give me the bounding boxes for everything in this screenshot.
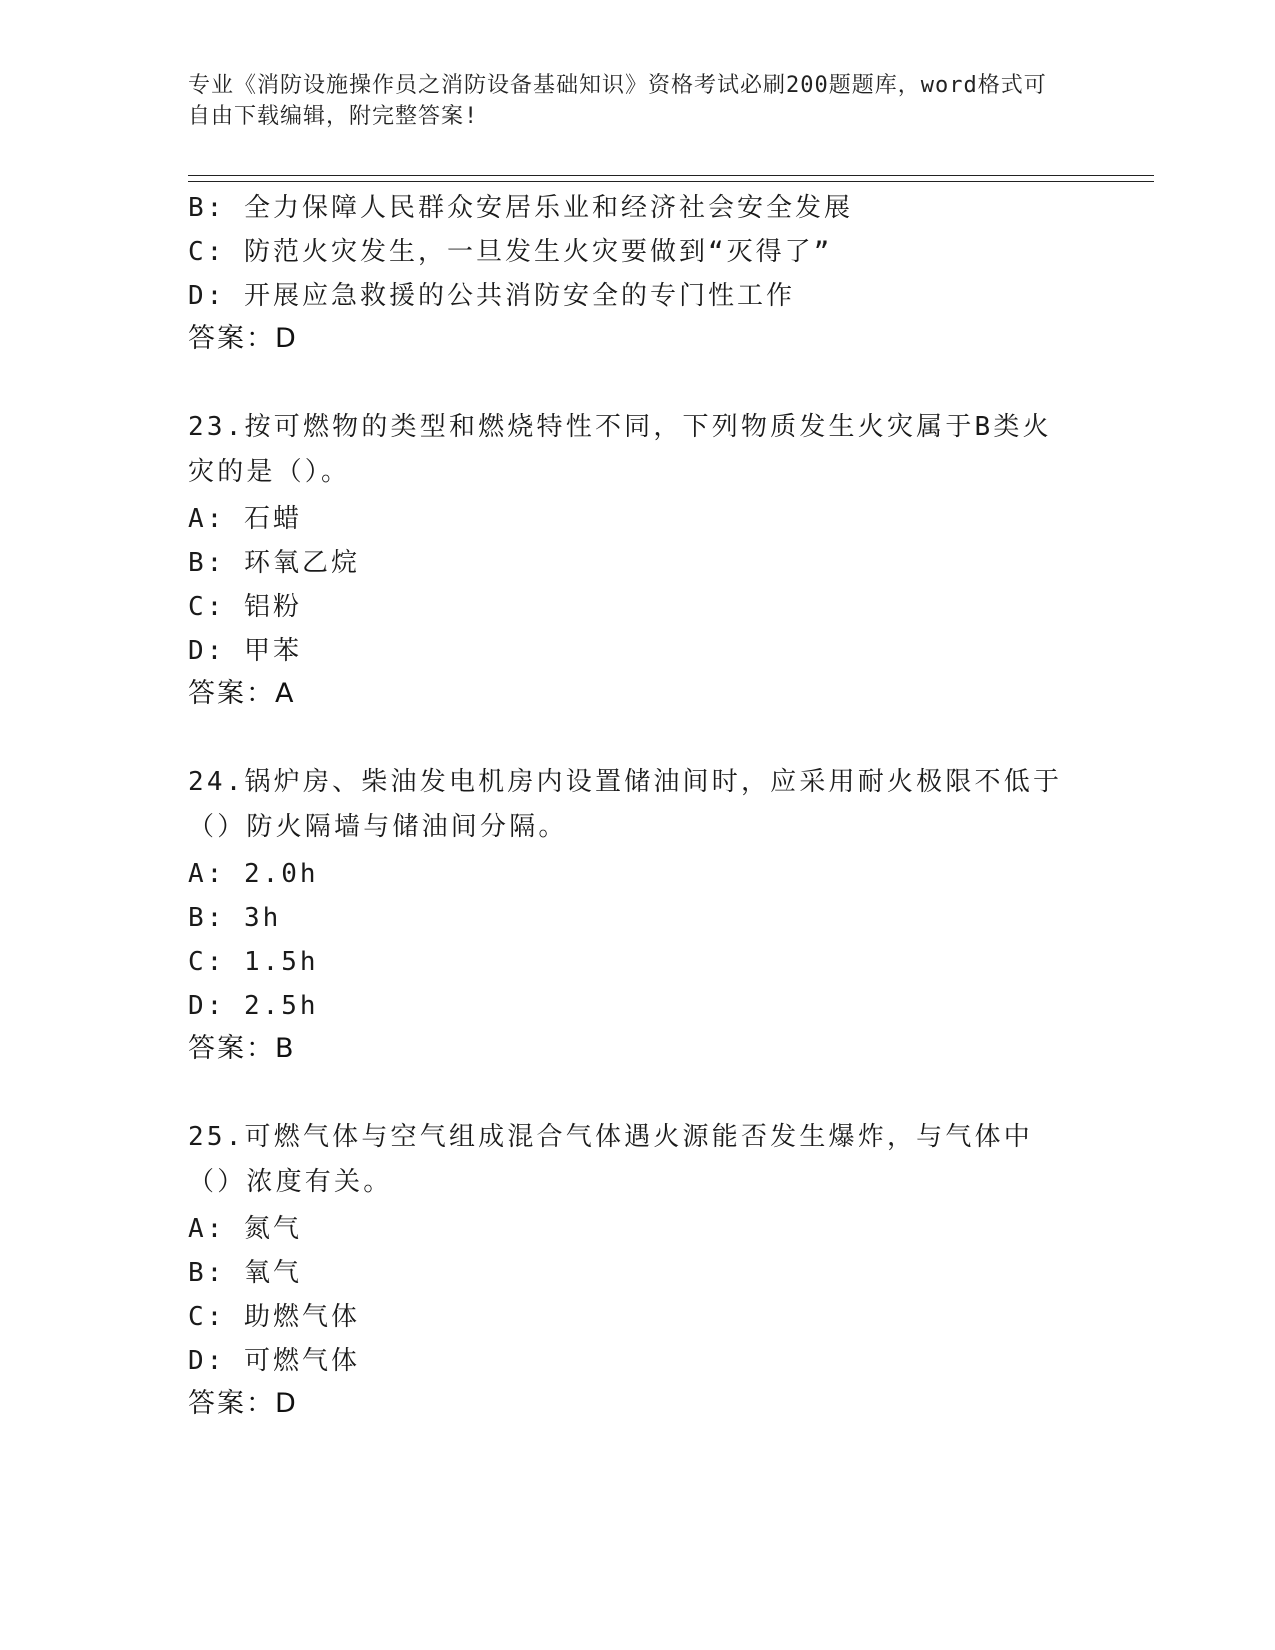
prev-option-d: D: 开展应急救援的公共消防安全的专门性工作 (188, 281, 795, 311)
question-23-option-c: C: 铝粉 (188, 592, 302, 622)
document-header: 专业《消防设施操作员之消防设备基础知识》资格考试必刷200题题库，word格式可自由下载编辑，附完整答案! (188, 73, 1047, 129)
question-25-option-d: D: 可燃气体 (188, 1346, 360, 1376)
prev-option-c: C: 防范火灾发生，一旦发生火灾要做到“灭得了” (188, 237, 833, 267)
header-rule-top (188, 175, 1154, 176)
question-24-stem: 24.锅炉房、柴油发电机房内设置储油间时，应采用耐火极限不低于（）防火隔墙与储油间分隔。 (188, 767, 1063, 842)
question-25-option-c: C: 助燃气体 (188, 1302, 360, 1332)
prev-option-b: B: 全力保障人民群众安居乐业和经济社会安全发展 (188, 193, 853, 223)
question-24-option-d: D: 2.5h (188, 991, 319, 1021)
question-25-stem: 25.可燃气体与空气组成混合气体遇火源能否发生爆炸，与气体中（）浓度有关。 (188, 1122, 1033, 1197)
question-24-option-c: C: 1.5h (188, 947, 319, 977)
question-23-answer: 答案：A (188, 678, 296, 709)
question-24-option-b: B: 3h (188, 903, 282, 933)
question-23-stem: 23.按可燃物的类型和燃烧特性不同，下列物质发生火灾属于B类火灾的是（）。 (188, 412, 1052, 487)
question-23-option-a: A: 石蜡 (188, 504, 302, 534)
question-24-answer: 答案：B (188, 1033, 296, 1064)
question-24-option-a: A: 2.0h (188, 859, 319, 889)
prev-answer: 答案：D (188, 323, 298, 354)
question-25-option-b: B: 氧气 (188, 1258, 302, 1288)
question-25-answer: 答案：D (188, 1388, 298, 1419)
question-23-option-d: D: 甲苯 (188, 636, 302, 666)
question-23-option-b: B: 环氧乙烷 (188, 548, 360, 578)
header-rule-bottom (188, 181, 1154, 182)
question-25-option-a: A: 氮气 (188, 1214, 302, 1244)
